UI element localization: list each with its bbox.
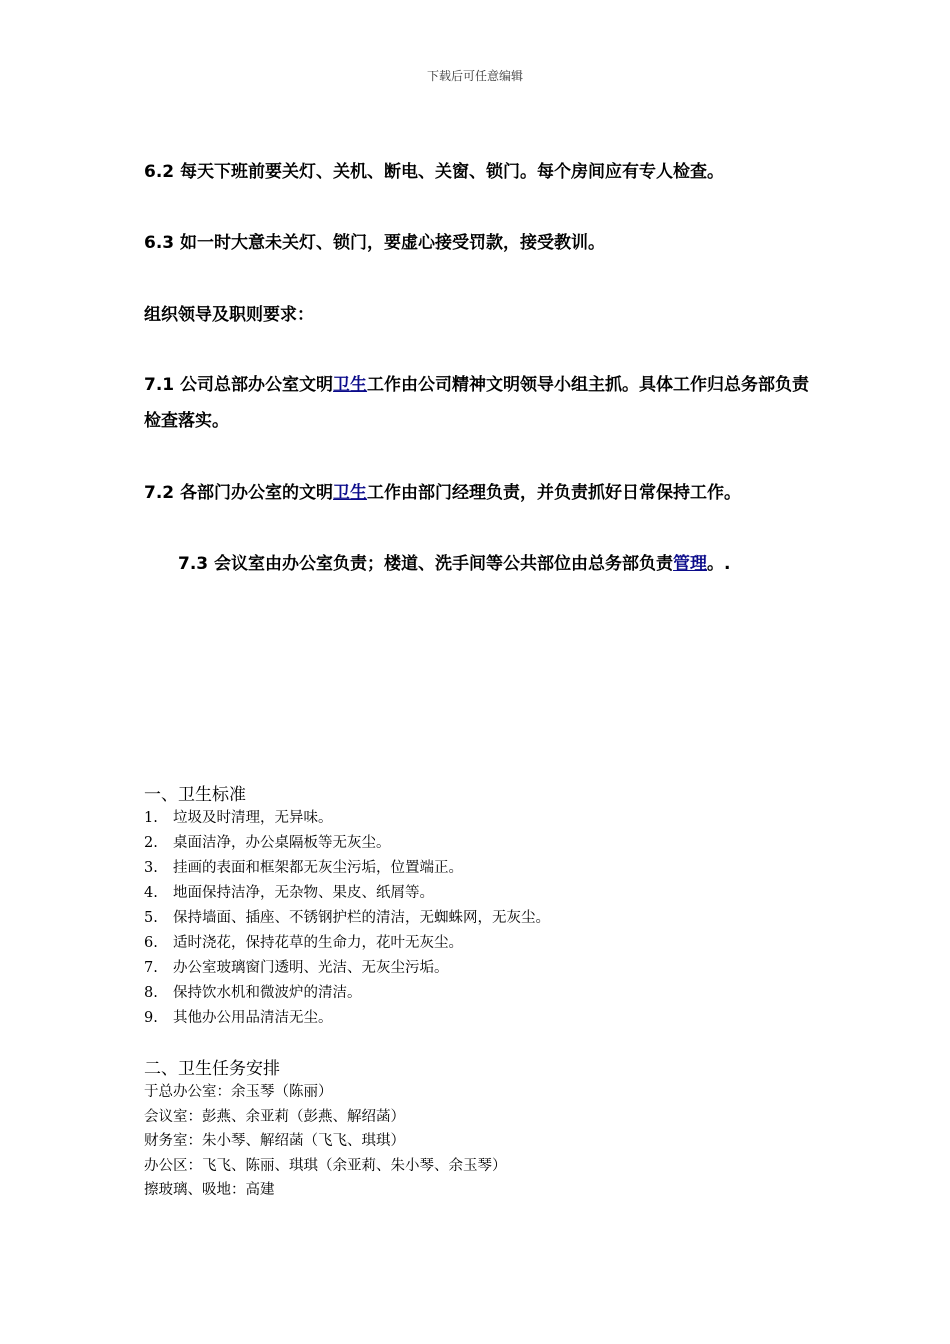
- list-item-number: 5.: [144, 910, 158, 926]
- list-item-number: 4.: [144, 885, 158, 901]
- task-line: 会议室：彭燕、余亚莉（彭燕、解绍菡）: [144, 1108, 405, 1125]
- rule-7-2: [144, 475, 824, 511]
- list-item-number: 6.: [144, 935, 158, 951]
- list-item-number: 9.: [144, 1010, 158, 1026]
- org-heading: 组织领导及职则要求：: [144, 305, 314, 325]
- standards-title: 一、卫生标准: [144, 785, 246, 805]
- list-item-number: 3.: [144, 860, 158, 876]
- list-item: [144, 956, 550, 981]
- list-item-text: 挂画的表面和框架都无灰尘污垢，位置端正。: [173, 860, 463, 876]
- rule-7-3-text-before: 7.3 会议室由办公室负责；楼道、洗手间等公共部位由总务部负责: [178, 554, 674, 574]
- list-item-number: 2.: [144, 835, 158, 851]
- task-line: 于总办公室：余玉琴（陈丽）: [144, 1084, 333, 1100]
- rule-6-2: 6.2 每天下班前要关灯、关机、断电、关窗、锁门。每个房间应有专人检查。: [144, 162, 725, 182]
- list-item: [144, 981, 550, 1006]
- rule-7-1-text-after: 工作由公司精神文明领导小组主抓。具体工作归总务部负责检查落实。: [144, 375, 810, 431]
- list-item-text: 桌面洁净，办公桌隔板等无灰尘。: [173, 835, 391, 851]
- rule-7-2-text-before: 7.2 各部门办公室的文明: [144, 483, 334, 503]
- standards-list: [144, 806, 550, 1031]
- list-item: [144, 831, 550, 856]
- list-item-number: 7.: [144, 960, 158, 976]
- tasks-list: [144, 1080, 507, 1203]
- task-line: 擦玻璃、吸地：高建: [144, 1182, 275, 1198]
- rule-6-3: 6.3 如一时大意未关灯、锁门，要虚心接受罚款，接受教训。: [144, 233, 606, 253]
- list-item: [144, 931, 550, 956]
- rule-7-2-text-after: 工作由部门经理负责，并负责抓好日常保持工作。: [367, 483, 742, 503]
- list-item: [144, 856, 550, 881]
- list-item-text: 办公室玻璃窗门透明、光洁、无灰尘污垢。: [173, 960, 449, 976]
- rule-7-3: [178, 546, 858, 582]
- rule-7-3-text-after: 。.: [707, 554, 731, 574]
- list-item-text: 其他办公用品清洁无尘。: [173, 1010, 333, 1026]
- list-item: [144, 806, 550, 831]
- list-item-number: 8.: [144, 985, 158, 1001]
- list-item-text: 垃圾及时清理，无异味。: [173, 810, 333, 826]
- hygiene-link-1[interactable]: 卫生: [333, 375, 368, 395]
- list-item-text: 保持饮水机和微波炉的清洁。: [173, 985, 362, 1001]
- list-item-text: 地面保持洁净，无杂物、果皮、纸屑等。: [173, 885, 434, 901]
- management-link[interactable]: 管理: [673, 554, 708, 574]
- list-item-number: 1.: [144, 810, 158, 826]
- list-item: [144, 906, 550, 931]
- task-line: 财务室：朱小琴、解绍菡（飞飞、琪琪）: [144, 1133, 405, 1149]
- list-item-text: 保持墙面、插座、不锈钢护栏的清洁，无蜘蛛网，无灰尘。: [173, 910, 550, 926]
- task-line: 办公区：飞飞、陈丽、琪琪（余亚莉、朱小琴、余玉琴）: [144, 1157, 507, 1174]
- list-item-text: 适时浇花，保持花草的生命力，花叶无灰尘。: [173, 935, 463, 951]
- rule-7-1: [144, 367, 824, 439]
- hygiene-link-2[interactable]: 卫生: [333, 483, 368, 503]
- list-item: [144, 881, 550, 906]
- header-note: 下载后可任意编辑: [426, 69, 523, 83]
- list-item: [144, 1006, 550, 1031]
- rule-7-1-text-before: 7.1 公司总部办公室文明: [144, 375, 334, 395]
- tasks-title: 二、卫生任务安排: [144, 1059, 280, 1079]
